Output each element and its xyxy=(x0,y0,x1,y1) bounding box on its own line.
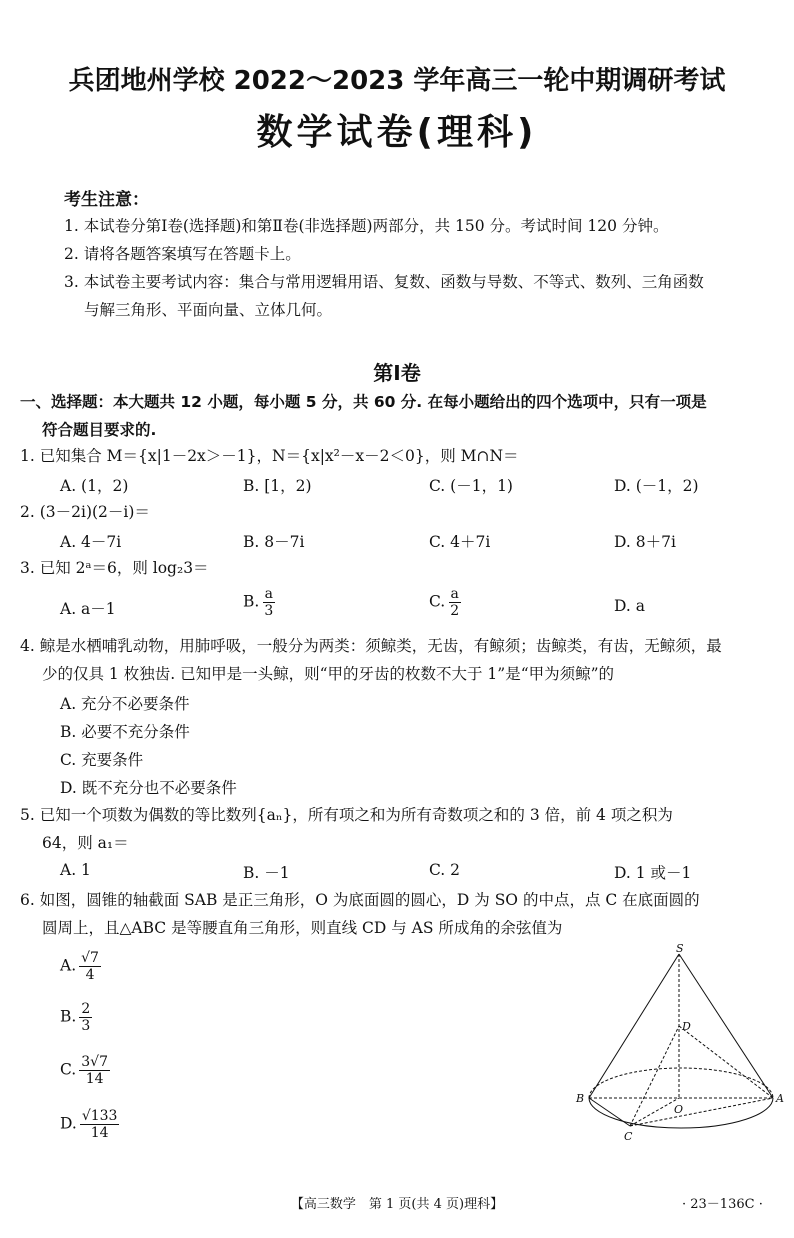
segment-cb xyxy=(589,1098,630,1126)
q1-option-d: D. (－1，2) xyxy=(614,477,699,495)
q5-option-c: C. 2 xyxy=(429,861,461,879)
q4-option-a: A. 充分不必要条件 xyxy=(60,695,190,713)
q4-stem: 4. 鲸是水栖哺乳动物，用肺呼吸，一般分为两类：须鲸类，无齿，有鲸须；齿鲸类，有齿，无鲸须，最 xyxy=(20,637,722,655)
segment-cd xyxy=(630,1026,679,1126)
q6-option-c-numerator: 3√7 xyxy=(81,1054,108,1070)
label-d: D xyxy=(682,1020,691,1033)
q3-option-b-numerator: a xyxy=(264,586,273,602)
q3-option-c-numerator: a xyxy=(450,586,459,602)
q6-option-d xyxy=(60,1108,119,1141)
q6-option-a-numerator: √7 xyxy=(81,950,99,966)
segment-da xyxy=(679,1026,773,1098)
q4-option-c: C. 充要条件 xyxy=(60,751,144,769)
cone-side-sb xyxy=(589,954,679,1098)
q2-option-d: D. 8＋7i xyxy=(614,533,676,551)
exam-title-line1: 兵团地州学校 2022～2023 学年高三一轮中期调研考试 xyxy=(68,66,726,96)
q5-option-b: B. －1 xyxy=(243,864,290,882)
q6-option-d-numerator: √133 xyxy=(81,1108,118,1124)
cone-base-back-arc xyxy=(589,1068,773,1098)
label-s: S xyxy=(676,942,684,955)
paper-code: · 23－136C · xyxy=(682,1197,763,1212)
segment-ca xyxy=(630,1098,773,1126)
notice-item-3-cont: 与解三角形、平面向量、立体几何。 xyxy=(84,301,333,319)
q3-option-c-label: C. xyxy=(429,592,446,611)
section-instruction-cont: 符合题目要求的. xyxy=(42,421,157,439)
q5-option-a: A. 1 xyxy=(60,861,91,879)
q6-option-d-fraction xyxy=(80,1108,120,1141)
q1-option-a: A. (1，2) xyxy=(60,477,129,495)
q6-option-a xyxy=(60,950,101,983)
q4-stem-cont: 少的仅具 1 枚独齿. 已知甲是一头鲸，则“甲的牙齿的枚数不大于 1”是“甲为须鲸”的 xyxy=(42,665,615,683)
q6-option-b-numerator: 2 xyxy=(81,1001,91,1017)
q3-option-b-denominator: 3 xyxy=(264,603,274,619)
q5-option-d: D. 1 或－1 xyxy=(614,864,692,882)
q6-option-b-denominator: 3 xyxy=(81,1018,91,1034)
q6-option-a-fraction xyxy=(79,950,101,983)
q6-option-b-label: B. xyxy=(60,1007,77,1026)
q3-option-c-denominator: 2 xyxy=(450,603,460,619)
q6-option-a-denominator: 4 xyxy=(85,967,95,983)
q3-option-b-label: B. xyxy=(243,592,260,611)
q6-option-c-label: C. xyxy=(60,1060,77,1079)
q6-option-d-label: D. xyxy=(60,1114,77,1133)
q2-option-b: B. 8－7i xyxy=(243,533,305,551)
q6-option-b-fraction xyxy=(79,1001,92,1034)
q1-stem: 1. 已知集合 M＝{x|1－2x＞－1}，N＝{x|x²－x－2＜0}，则 M∩N＝ xyxy=(20,447,519,465)
q2-option-a: A. 4－7i xyxy=(60,533,122,551)
q3-stem: 3. 已知 2ᵃ＝6，则 log₂3＝ xyxy=(20,559,209,577)
q3-option-b-fraction xyxy=(262,586,275,619)
label-c: C xyxy=(624,1130,633,1143)
cone-side-sa xyxy=(679,954,773,1098)
label-a: A xyxy=(776,1092,784,1105)
q3-option-a: A. a－1 xyxy=(60,600,116,618)
q6-option-c-denominator: 14 xyxy=(85,1071,104,1087)
q4-option-b: B. 必要不充分条件 xyxy=(60,723,190,741)
page-footer: 【高三数学 第 1 页(共 4 页)理科】 xyxy=(290,1197,504,1212)
q2-stem: 2. (3－2i)(2－i)＝ xyxy=(20,503,150,521)
q6-stem-cont: 圆周上，且△ABC 是等腰直角三角形，则直线 CD 与 AS 所成角的余弦值为 xyxy=(42,919,563,937)
q1-option-b: B. [1，2) xyxy=(243,477,312,495)
q5-stem-cont: 64，则 a₁＝ xyxy=(42,834,129,852)
label-b: B xyxy=(576,1092,585,1105)
q1-option-c: C. (－1，1) xyxy=(429,477,513,495)
notice-item-3: 3. 本试卷主要考试内容：集合与常用逻辑用语、复数、函数与导数、不等式、数列、三角函数 xyxy=(64,273,704,291)
q2-option-c: C. 4＋7i xyxy=(429,533,491,551)
q6-option-d-denominator: 14 xyxy=(90,1125,109,1141)
exam-title-line2: 数学试卷(理科) xyxy=(256,112,538,153)
cone-figure xyxy=(560,940,790,1160)
section-instruction: 一、选择题：本大题共 12 小题，每小题 5 分，共 60 分. 在每小题给出的四个选项中，只有一项是 xyxy=(20,393,707,411)
notice-item-1: 1. 本试卷分第Ⅰ卷(选择题)和第Ⅱ卷(非选择题)两部分，共 150 分。考试时间 120 分钟。 xyxy=(64,217,669,235)
section-title: 第Ⅰ卷 xyxy=(373,361,421,385)
q6-option-c xyxy=(60,1054,110,1087)
q3-option-c-fraction xyxy=(448,586,461,619)
notice-heading: 考生注意： xyxy=(64,190,149,210)
q6-stem: 6. 如图，圆锥的轴截面 SAB 是正三角形，O 为底面圆的圆心，D 为 SO 的中点，点 C 在底面圆的 xyxy=(20,891,700,909)
notice-item-2: 2. 请将各题答案填写在答题卡上。 xyxy=(64,245,301,263)
q3-option-d: D. a xyxy=(614,597,645,615)
q4-option-d: D. 既不充分也不必要条件 xyxy=(60,779,237,797)
q3-option-b xyxy=(243,586,275,619)
q3-option-c xyxy=(429,586,461,619)
q6-option-c-fraction xyxy=(79,1054,110,1087)
label-o: O xyxy=(674,1103,684,1116)
q5-stem: 5. 已知一个项数为偶数的等比数列{aₙ}，所有项之和为所有奇数项之和的 3 倍，前 4 项之积为 xyxy=(20,806,673,824)
q6-option-b xyxy=(60,1001,92,1034)
q6-option-a-label: A. xyxy=(60,956,77,975)
